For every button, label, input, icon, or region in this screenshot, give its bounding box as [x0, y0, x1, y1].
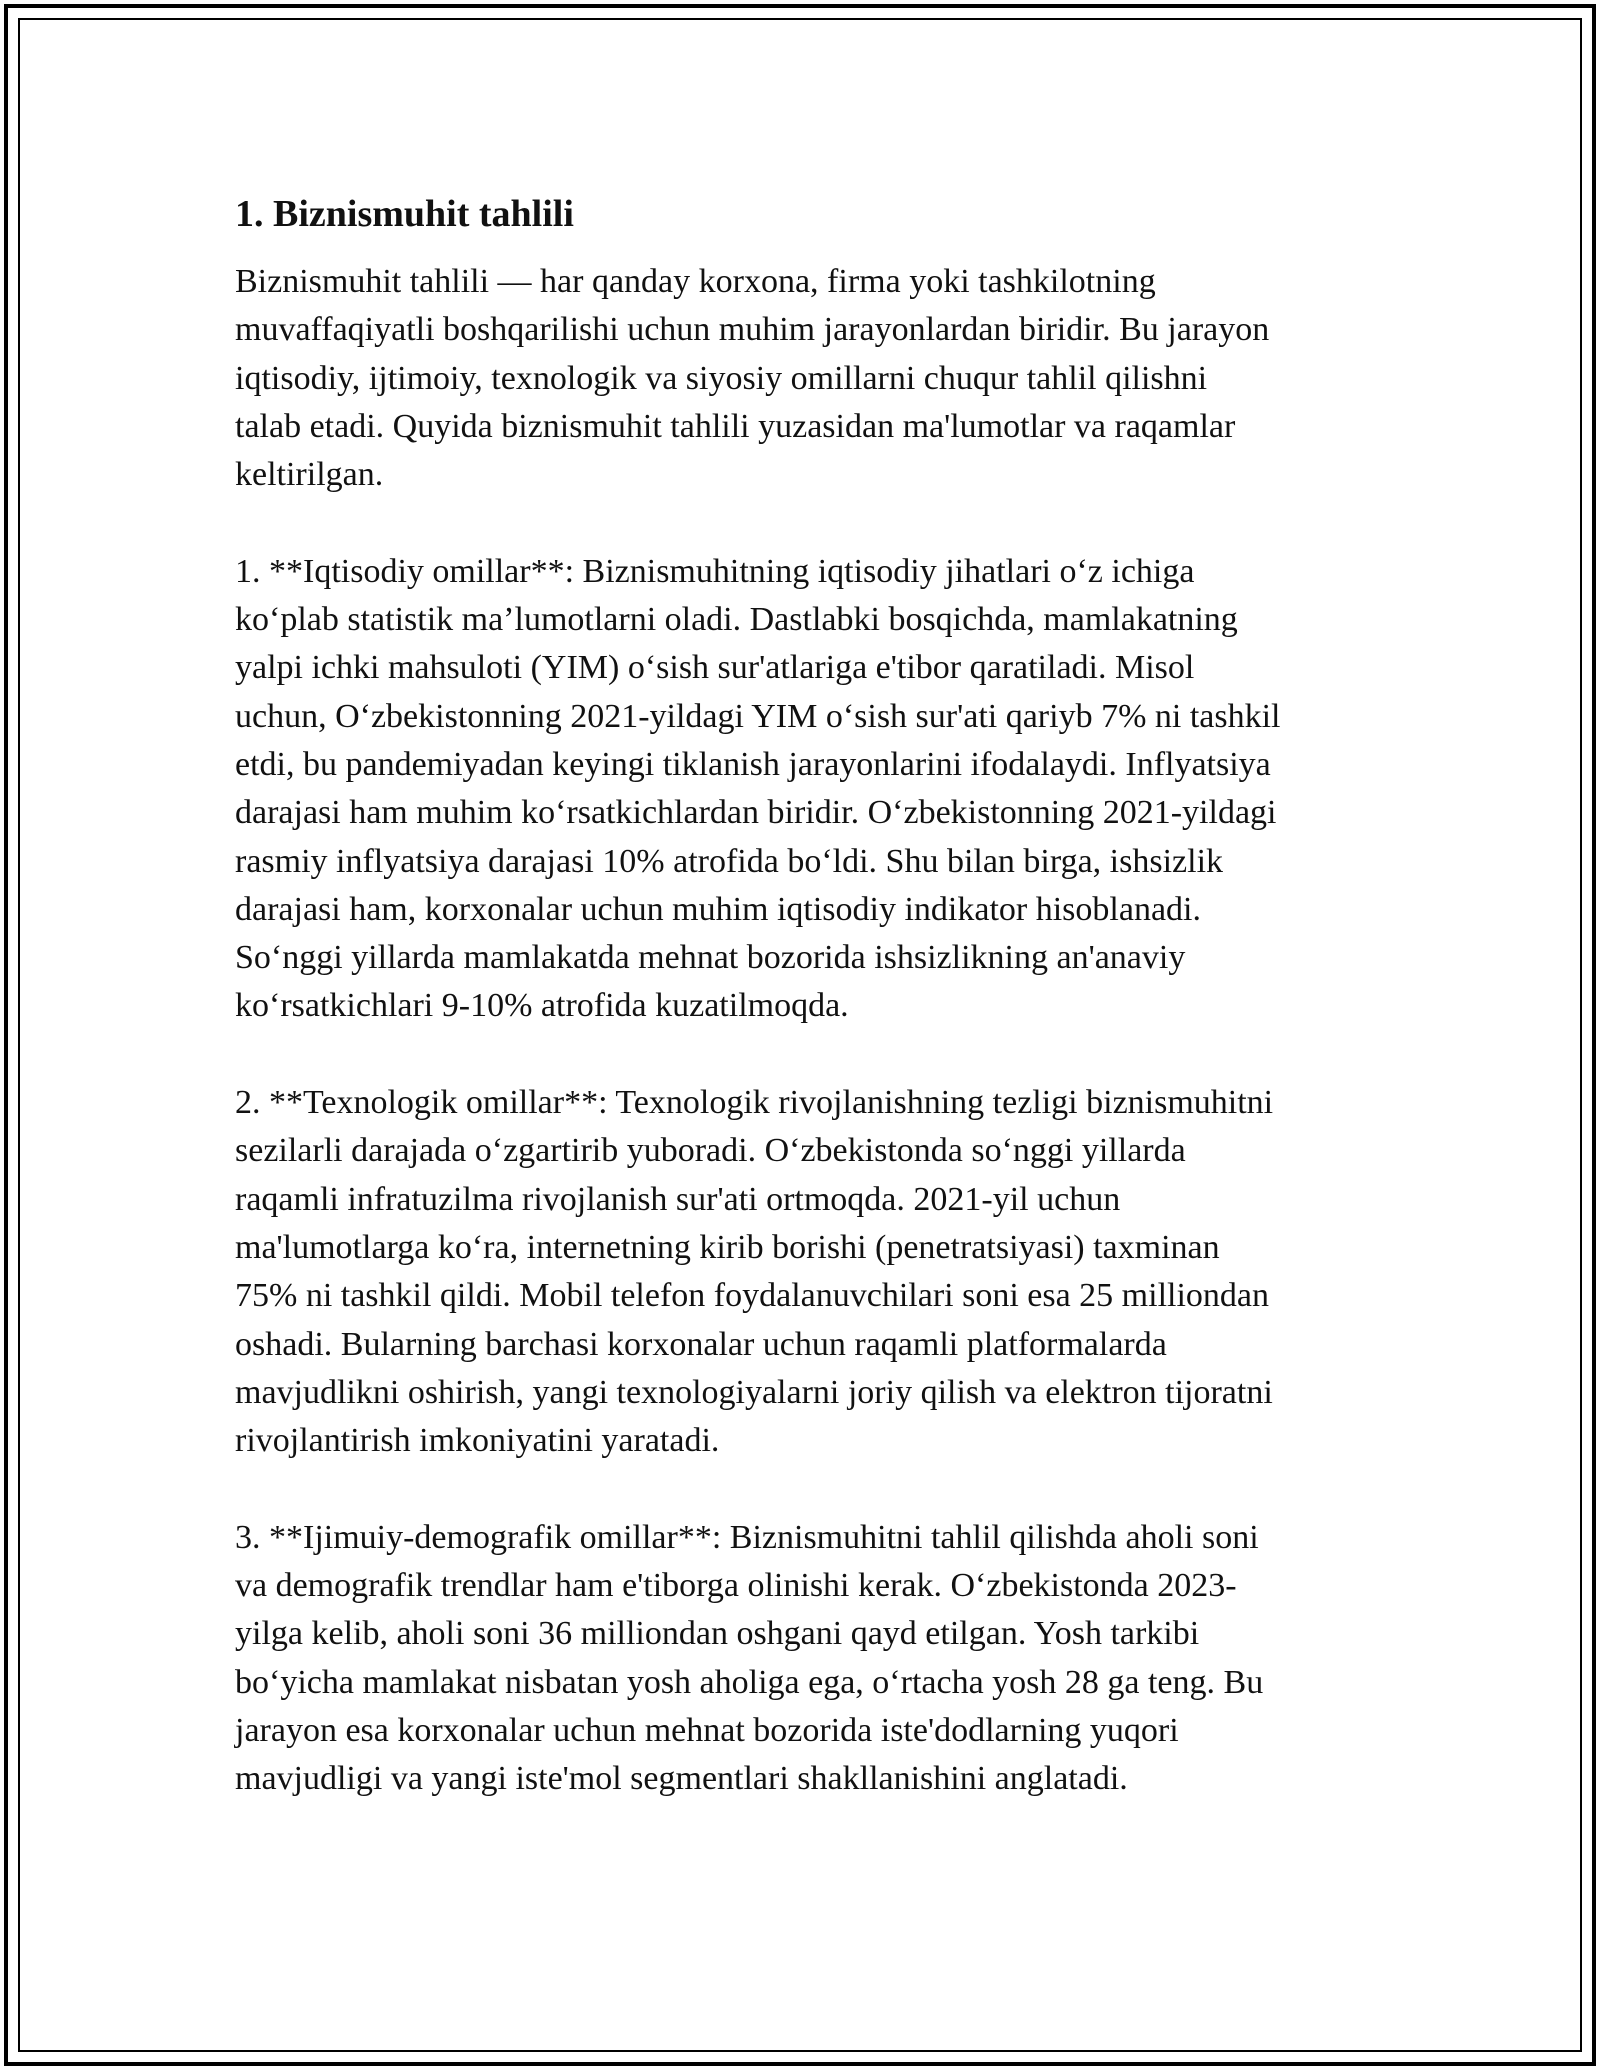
section-heading: 1. Biznismuhit tahlili — [235, 193, 574, 235]
socio-demographic-factors-paragraph: 3. **Ijimuiy-demografik omillar**: Biznismuhitni tahlil qilishda aholi soni va demografik trendlar ham e'tiborga olinishi kerak. O‘zbekistonda 2023- yilga kelib, aholi soni 36 milliondan oshgani qayd etilgan. Yosh tarkibi bo‘yicha mamlakat nisbatan yosh aholiga ega, o‘rtacha yosh 28 ga teng. Bu jarayon esa korxonalar uchun mehnat bozorida iste'dodlarning yuqori mavjudligi va yangi iste'mol segmentlari shakllanishini anglatadi. — [235, 1518, 1264, 1798]
document-body — [235, 188, 1375, 1804]
economic-factors-paragraph: 1. **Iqtisodiy omillar**: Biznismuhitning iqtisodiy jihatlari o‘z ichiga ko‘plab statistik ma’lumotlarni oladi. Dastlabki bosqichda, mamlakatning yalpi ichki mahsuloti (YIM) o‘sish sur'atlariga e'tibor qaratiladi. Misol uchun, O‘zbekistonning 2021-yildagi YIM o‘sish sur'ati qariyb 7% ni tashkil etdi, bu pandemiyadan keyingi tiklanish jarayonlarini ifodalaydi. Inflyatsiya darajasi ham muhim ko‘rsatkichlardan biridir. O‘zbekistonning 2021-yildagi rasmiy inflyatsiya darajasi 10% atrofida bo‘ldi. Shu bilan birga, ishsizlik darajasi ham, korxonalar uchun muhim iqtisodiy indikator hisoblanadi. So‘nggi yillarda mamlakatda mehnat bozorida ishsizlikning an'anaviy ko‘rsatkichlari 9-10% atrofida kuzatilmoqda. — [235, 552, 1281, 1025]
intro-paragraph: Biznismuhit tahlili — har qanday korxona, firma yoki tashkilotning muvaffaqiyatli boshqarilishi uchun muhim jarayonlardan biridir. Bu jarayon iqtisodiy, ijtimoiy, texnologik va siyosiy omillarni chuqur tahlil qilishni talab etadi. Quyida biznismuhit tahlili yuzasidan ma'lumotlar va raqamlar keltirilgan. — [235, 263, 1270, 494]
technological-factors-paragraph: 2. **Texnologik omillar**: Texnologik rivojlanishning tezligi biznismuhitni sezilarli darajada o‘zgartirib yuboradi. O‘zbekistonda so‘nggi yillarda raqamli infratuzilma rivojlanish sur'ati ortmoqda. 2021-yil uchun ma'lumotlarga ko‘ra, internetning kirib borishi (penetratsiyasi) taxminan 75% ni tashkil qildi. Mobil telefon foydalanuvchilari soni esa 25 milliondan oshadi. Bularning barchasi korxonalar uchun raqamli platformalarda mavjudlikni oshirish, yangi texnologiyalarni joriy qilish va elektron tijoratni rivojlantirish imkoniyatini yaratadi. — [235, 1084, 1274, 1460]
